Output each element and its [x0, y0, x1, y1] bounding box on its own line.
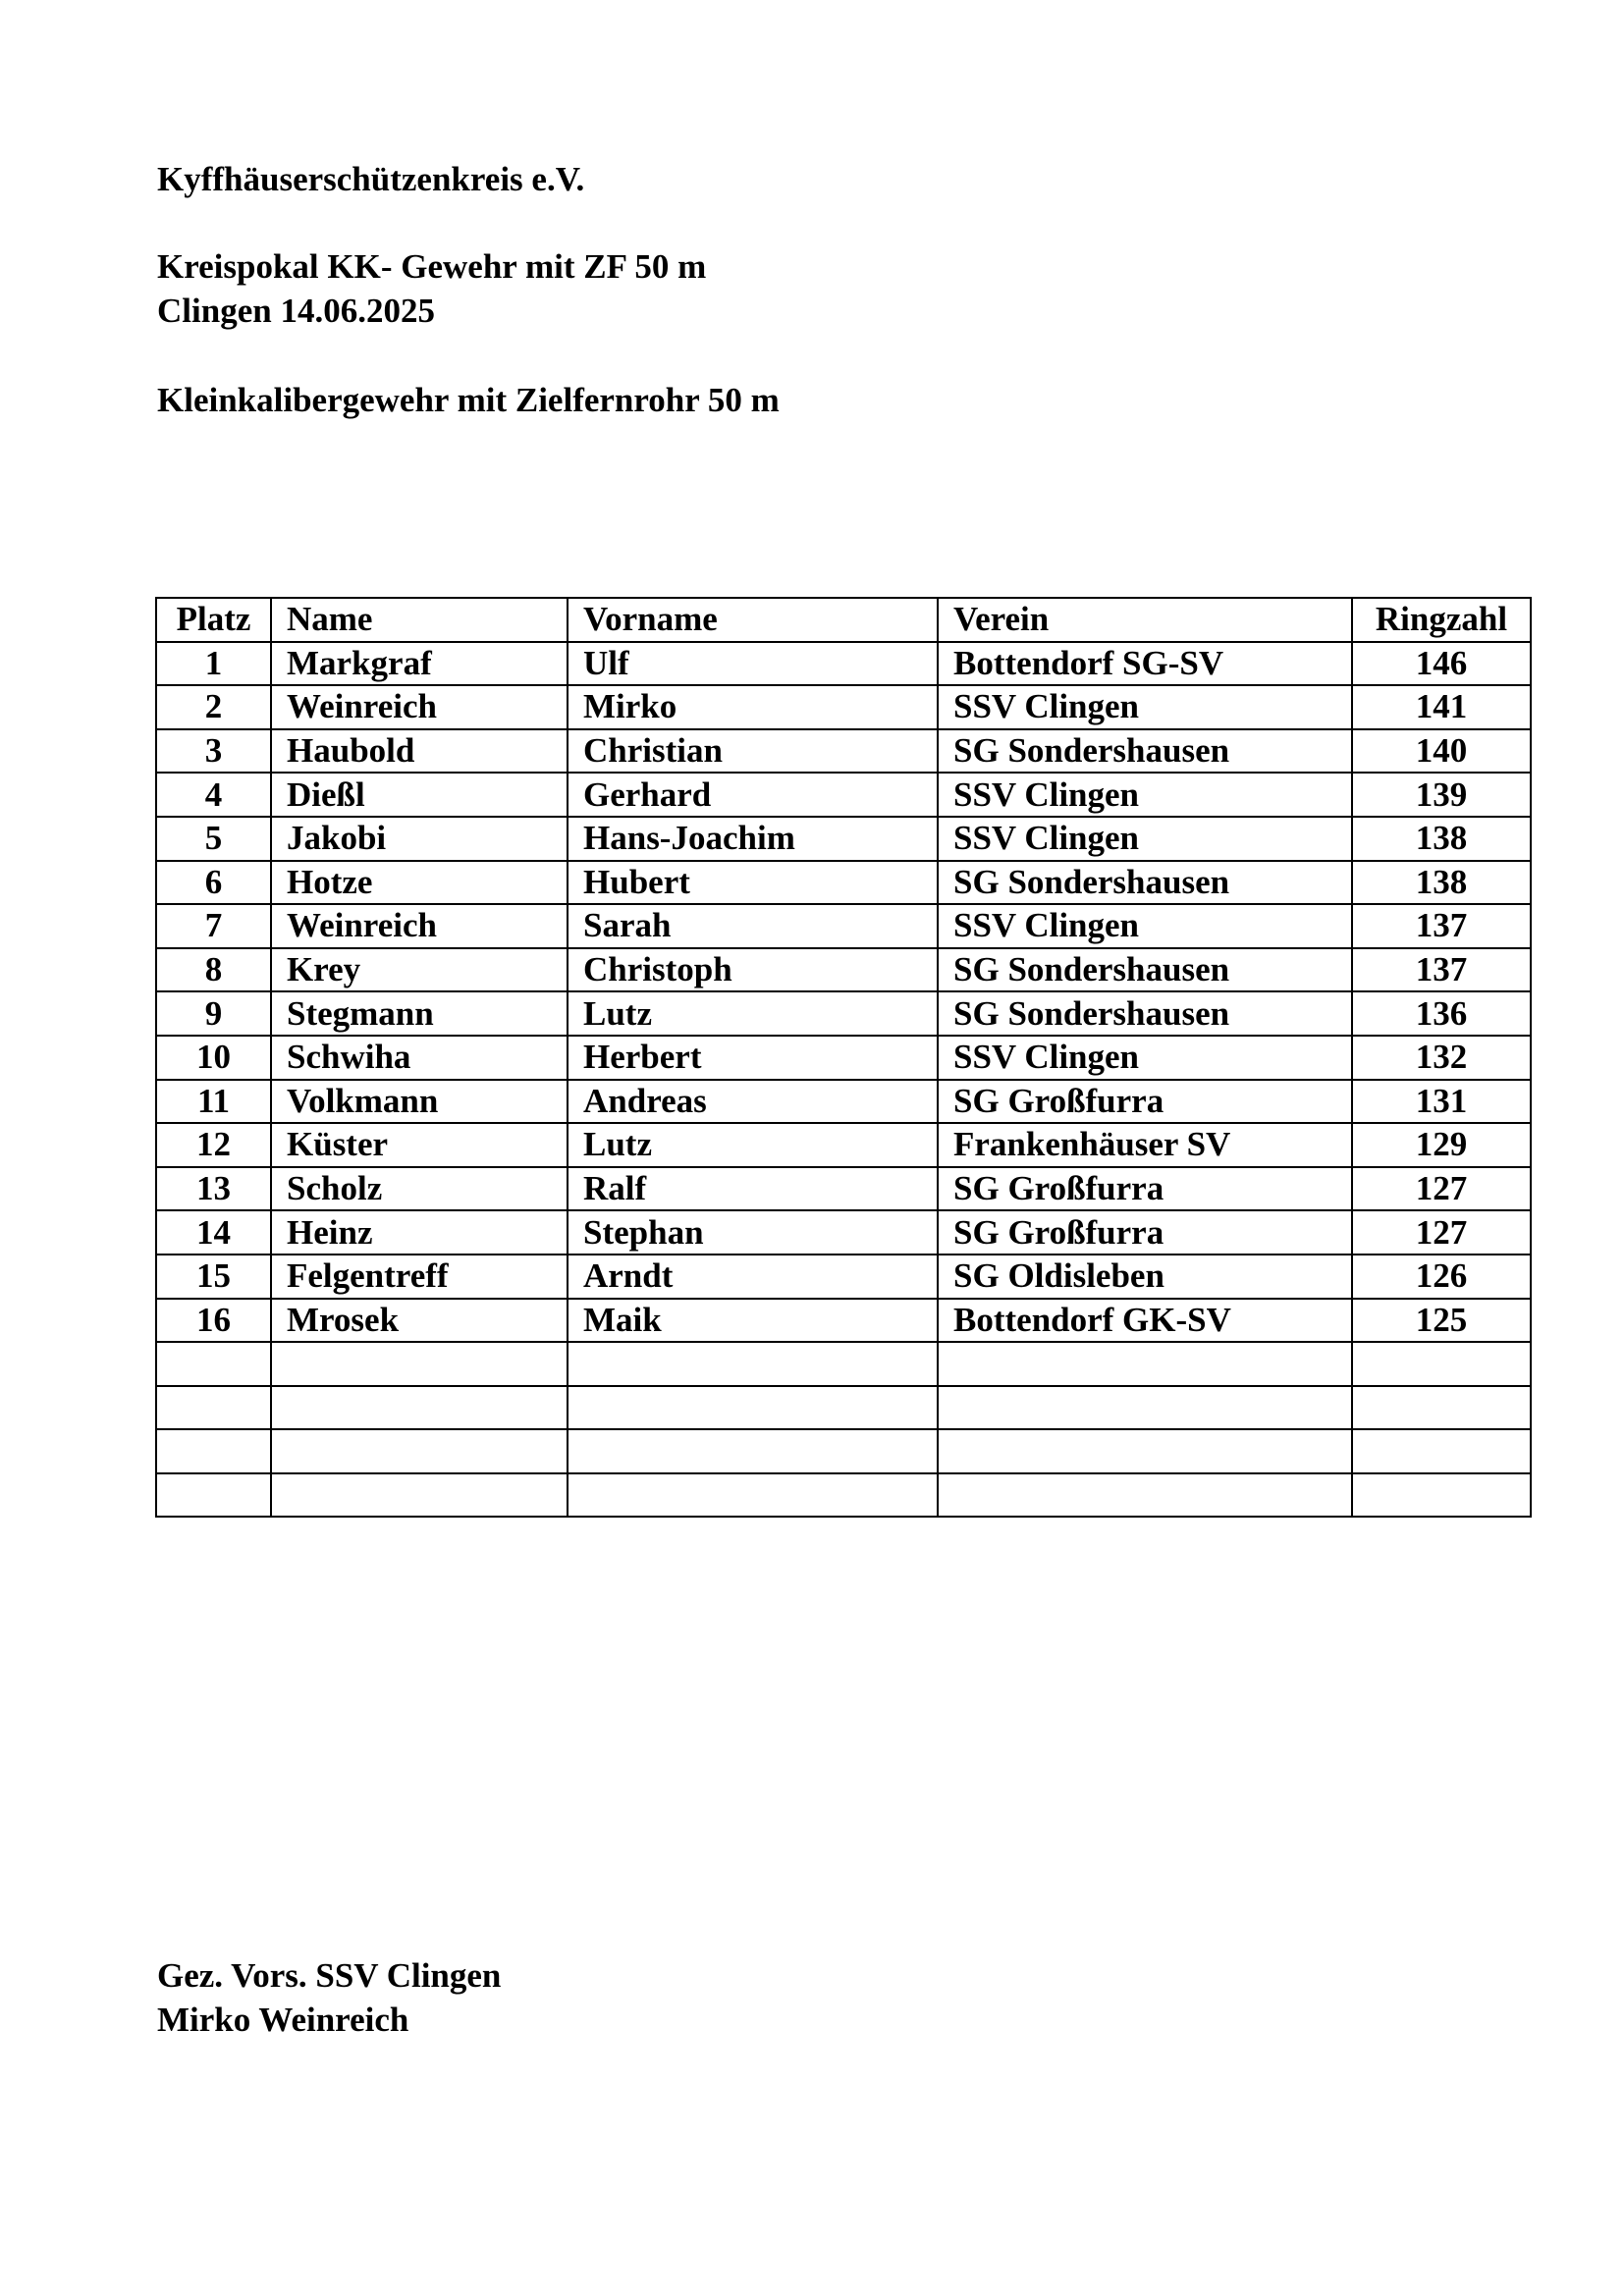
table-row [156, 1386, 1531, 1430]
cell-name: Heinz [271, 1210, 568, 1255]
cell-vorname: Christian [568, 729, 938, 774]
cell-name: Küster [271, 1123, 568, 1167]
table-row [156, 904, 1531, 948]
table-row [156, 1080, 1531, 1124]
cell-platz: 11 [156, 1080, 271, 1124]
cell-vorname: Christoph [568, 948, 938, 992]
cell-ringzahl: 138 [1352, 861, 1531, 905]
cell-verein: SG Sondershausen [938, 729, 1352, 774]
cell-name [271, 1473, 568, 1518]
cell-ringzahl: 139 [1352, 773, 1531, 817]
cell-platz: 15 [156, 1255, 271, 1299]
cell-ringzahl: 137 [1352, 904, 1531, 948]
cell-vorname: Ralf [568, 1167, 938, 1211]
cell-ringzahl [1352, 1386, 1531, 1430]
cell-platz [156, 1429, 271, 1473]
cell-platz: 14 [156, 1210, 271, 1255]
cell-vorname: Gerhard [568, 773, 938, 817]
cell-verein [938, 1386, 1352, 1430]
cell-ringzahl: 140 [1352, 729, 1531, 774]
column-header-name: Name [271, 598, 568, 642]
table-row [156, 1036, 1531, 1080]
table-row [156, 1473, 1531, 1518]
cell-platz: 6 [156, 861, 271, 905]
cell-verein: SSV Clingen [938, 773, 1352, 817]
cell-platz: 2 [156, 685, 271, 729]
cell-verein: SG Oldisleben [938, 1255, 1352, 1299]
cell-platz: 10 [156, 1036, 271, 1080]
cell-ringzahl [1352, 1342, 1531, 1386]
cell-name: Weinreich [271, 685, 568, 729]
cell-platz: 5 [156, 817, 271, 861]
table-row [156, 1255, 1531, 1299]
column-header-verein: Verein [938, 598, 1352, 642]
table-row [156, 642, 1531, 686]
cell-name: Volkmann [271, 1080, 568, 1124]
cell-vorname: Hubert [568, 861, 938, 905]
cell-ringzahl: 125 [1352, 1299, 1531, 1343]
cell-platz: 7 [156, 904, 271, 948]
cell-vorname: Herbert [568, 1036, 938, 1080]
table-row [156, 1342, 1531, 1386]
cell-ringzahl: 137 [1352, 948, 1531, 992]
cell-verein [938, 1473, 1352, 1518]
cell-verein: SG Sondershausen [938, 948, 1352, 992]
cell-name: Krey [271, 948, 568, 992]
cell-verein: SSV Clingen [938, 904, 1352, 948]
cell-ringzahl [1352, 1473, 1531, 1518]
cell-ringzahl: 127 [1352, 1210, 1531, 1255]
cell-name: Weinreich [271, 904, 568, 948]
cell-name: Dießl [271, 773, 568, 817]
cell-platz [156, 1386, 271, 1430]
organization-name: Kyffhäuserschützenkreis e.V. [157, 160, 585, 198]
cell-ringzahl: 126 [1352, 1255, 1531, 1299]
cell-platz: 1 [156, 642, 271, 686]
cell-name: Markgraf [271, 642, 568, 686]
cell-name: Mrosek [271, 1299, 568, 1343]
cell-vorname: Andreas [568, 1080, 938, 1124]
cell-vorname: Maik [568, 1299, 938, 1343]
cell-verein [938, 1342, 1352, 1386]
cell-name: Felgentreff [271, 1255, 568, 1299]
cell-vorname: Sarah [568, 904, 938, 948]
cell-ringzahl: 136 [1352, 991, 1531, 1036]
column-header-platz: Platz [156, 598, 271, 642]
table-row [156, 948, 1531, 992]
discipline-title: Kleinkalibergewehr mit Zielfernrohr 50 m [157, 381, 780, 419]
cell-name [271, 1429, 568, 1473]
cell-verein: SG Großfurra [938, 1167, 1352, 1211]
cell-verein: Bottendorf GK-SV [938, 1299, 1352, 1343]
cell-name: Haubold [271, 729, 568, 774]
cell-verein: Frankenhäuser SV [938, 1123, 1352, 1167]
cell-verein: SSV Clingen [938, 1036, 1352, 1080]
column-header-vorname: Vorname [568, 598, 938, 642]
cell-platz: 16 [156, 1299, 271, 1343]
cell-name: Jakobi [271, 817, 568, 861]
table-header-row [156, 598, 1531, 642]
cell-platz [156, 1342, 271, 1386]
cell-verein: SG Sondershausen [938, 861, 1352, 905]
cell-vorname: Lutz [568, 1123, 938, 1167]
results-table [155, 597, 1532, 1518]
table-row [156, 817, 1531, 861]
cell-verein [938, 1429, 1352, 1473]
cell-verein: SG Sondershausen [938, 991, 1352, 1036]
cell-vorname: Arndt [568, 1255, 938, 1299]
table-row [156, 1210, 1531, 1255]
cell-vorname: Stephan [568, 1210, 938, 1255]
cell-platz: 8 [156, 948, 271, 992]
signature-name: Mirko Weinreich [157, 2001, 409, 2039]
cell-vorname [568, 1342, 938, 1386]
table-row [156, 729, 1531, 774]
cell-vorname [568, 1386, 938, 1430]
cell-ringzahl: 131 [1352, 1080, 1531, 1124]
cell-ringzahl: 138 [1352, 817, 1531, 861]
table-row [156, 773, 1531, 817]
cell-name: Stegmann [271, 991, 568, 1036]
table-row [156, 1167, 1531, 1211]
table-row [156, 685, 1531, 729]
cell-ringzahl: 132 [1352, 1036, 1531, 1080]
cell-vorname: Hans-Joachim [568, 817, 938, 861]
cell-vorname [568, 1429, 938, 1473]
cell-verein: SSV Clingen [938, 685, 1352, 729]
cell-platz [156, 1473, 271, 1518]
table-row [156, 1123, 1531, 1167]
cell-ringzahl: 129 [1352, 1123, 1531, 1167]
cell-platz: 13 [156, 1167, 271, 1211]
table-row [156, 1299, 1531, 1343]
cell-verein: SG Großfurra [938, 1080, 1352, 1124]
signature-title: Gez. Vors. SSV Clingen [157, 1956, 502, 1995]
cell-vorname: Ulf [568, 642, 938, 686]
cell-vorname: Mirko [568, 685, 938, 729]
cell-name: Scholz [271, 1167, 568, 1211]
cell-verein: SSV Clingen [938, 817, 1352, 861]
event-title: Kreispokal KK- Gewehr mit ZF 50 m [157, 247, 707, 286]
cell-verein: SG Großfurra [938, 1210, 1352, 1255]
cell-verein: Bottendorf SG-SV [938, 642, 1352, 686]
cell-ringzahl: 146 [1352, 642, 1531, 686]
event-place-date: Clingen 14.06.2025 [157, 292, 435, 330]
cell-ringzahl [1352, 1429, 1531, 1473]
table-row [156, 991, 1531, 1036]
cell-platz: 3 [156, 729, 271, 774]
results-table-body [156, 642, 1531, 1518]
cell-platz: 12 [156, 1123, 271, 1167]
cell-name: Schwiha [271, 1036, 568, 1080]
cell-name: Hotze [271, 861, 568, 905]
table-row [156, 1429, 1531, 1473]
cell-name [271, 1386, 568, 1430]
cell-platz: 4 [156, 773, 271, 817]
cell-vorname: Lutz [568, 991, 938, 1036]
cell-name [271, 1342, 568, 1386]
cell-platz: 9 [156, 991, 271, 1036]
cell-vorname [568, 1473, 938, 1518]
cell-ringzahl: 141 [1352, 685, 1531, 729]
cell-ringzahl: 127 [1352, 1167, 1531, 1211]
column-header-ringzahl: Ringzahl [1352, 598, 1531, 642]
table-row [156, 861, 1531, 905]
